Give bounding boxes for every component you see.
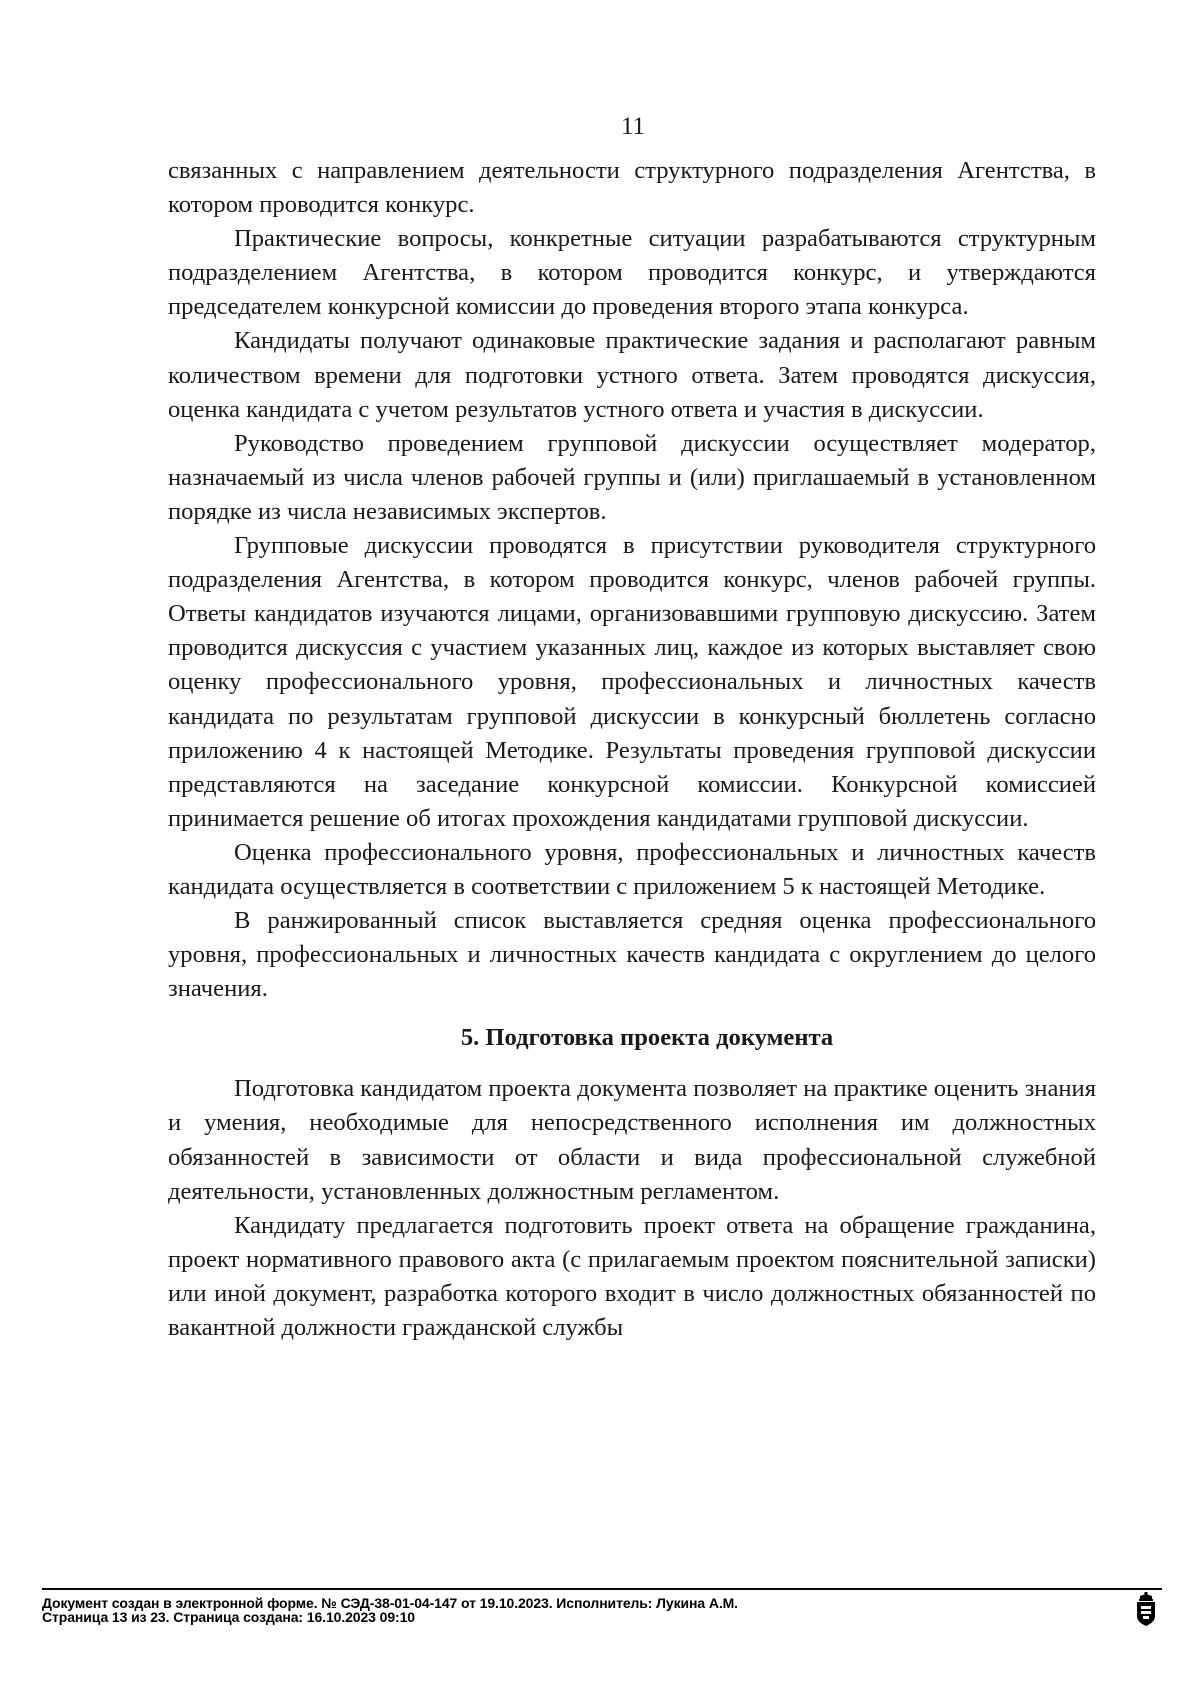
footer-page-info: Страница 13 из 23. Страница создана: 16.10.2023 09:10 [42, 1609, 415, 1625]
paragraph-group-discussions: Групповые дискуссии проводятся в присутствии руководителя структурного подразделения Агентства, в котором проводится конкурс, членов рабочей группы. Ответы кандидатов изучаются лицами, организовавшими групповую дискуссию. Затем проводится дискуссия с участием указанных лиц, каждое из которых выставляет свою оценку профессионального уровня, профессиональных и личностных качеств кандидата по результатам групповой дискуссии в конкурсный бюллетень согласно приложению 4 к настоящей Методике. Результаты проведения групповой дискуссии представляются на заседание конкурсной комиссии. Конкурсной комиссией принимается решение об итогах прохождения кандидатами групповой дискуссии. [168, 532, 1096, 832]
paragraph-continuation: связанных с направлением деятельности структурного подразделения Агентства, в котором проводится конкурс. [168, 157, 1096, 219]
footer-divider [42, 1588, 1162, 1590]
paragraph-document-preparation: Подготовка кандидатом проекта документа позволяет на практике оценить знания и умения, необходимые для непосредственного исполнения им должностных обязанностей в зависимости от области и вида профессиональной служебной деятельности, установленных должностным регламентом. [168, 1075, 1096, 1205]
paragraph-candidate-task: Кандидату предлагается подготовить проект ответа на обращение гражданина, проект нормативного правового акта (с прилагаемым проектом пояснительной записки) или иной документ, разработка которого входит в число должностных обязанностей по вакантной должности гражданской службы [168, 1211, 1096, 1341]
paragraph-moderator: Руководство проведением групповой дискуссии осуществляет модератор, назначаемый из числа членов рабочей группы и (или) приглашаемый в установленном порядке из числа независимых экспертов. [168, 429, 1096, 525]
paragraph-ranked-list: В ранжированный список выставляется средняя оценка профессионального уровня, профессиональных и личностных качеств кандидата с округлением до целого значения. [168, 907, 1096, 1003]
section-heading: 5. Подготовка проекта документа [460, 1024, 834, 1052]
footer-document-info: Документ создан в электронной форме. № СЭД-38-01-04-147 от 19.10.2023. Исполнитель: Лукина А.М. [42, 1595, 738, 1611]
paragraph-candidates-tasks: Кандидаты получают одинаковые практические задания и располагают равным количеством времени для подготовки устного ответа. Затем проводятся дискуссия, оценка кандидата с учетом результатов устного ответа и участия в дискуссии. [168, 327, 1096, 423]
paragraph-assessment: Оценка профессионального уровня, профессиональных и личностных качеств кандидата осуществляется в соответствии с приложением 5 к настоящей Методике. [168, 838, 1096, 900]
footer-metadata [42, 1596, 738, 1624]
document-body [168, 154, 1096, 1345]
regional-coat-of-arms-icon [1134, 1592, 1158, 1626]
page-number: 11 [620, 113, 646, 140]
paragraph-practical-questions: Практические вопросы, конкретные ситуации разрабатываются структурным подразделением Агентства, в котором проводится конкурс, и утверждаются председателем конкурсной комиссии до проведения второго этапа конкурса. [168, 225, 1096, 321]
